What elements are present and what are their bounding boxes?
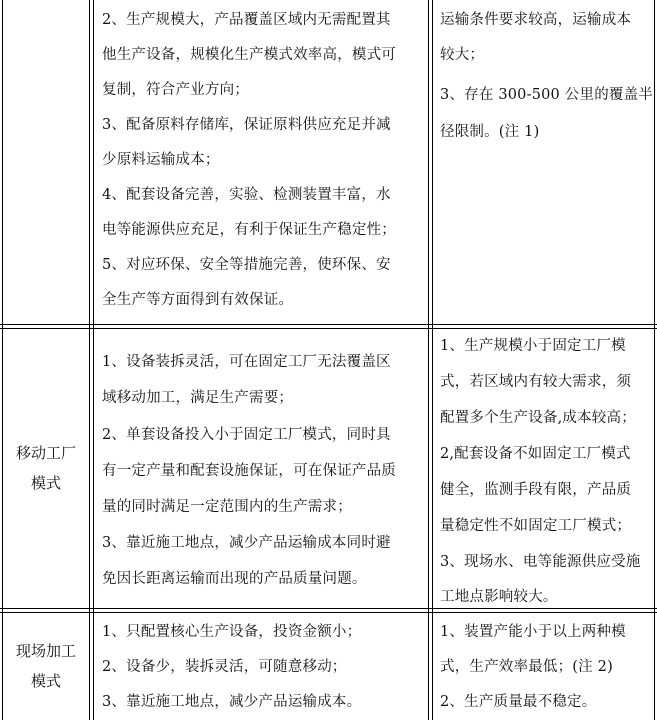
- disadvantage-line: 配置多个生产设备,成本较高；: [440, 410, 636, 426]
- disadvantage-line: 1、装置产能小于以上两种模: [440, 624, 626, 640]
- row-label-line: 现场加工: [15, 642, 76, 660]
- column-divider: [93, 0, 94, 720]
- advantage-line: 4、配套设备完善，实验、检测装置丰富，水: [102, 187, 391, 203]
- disadvantage-line: 1、生产规模小于固定工厂模: [440, 338, 626, 354]
- column-divider: [428, 0, 429, 720]
- row-label-line: 模式: [30, 474, 61, 492]
- advantage-line: 2、生产规模大，产品覆盖区域内无需配置其: [102, 12, 391, 28]
- row-divider: [0, 612, 657, 613]
- row-label-line: 模式: [30, 672, 61, 690]
- advantage-line: 免因长距离运输而出现的产品质量问题。: [102, 571, 367, 587]
- disadvantage-line: 工地点影响较大。: [440, 589, 558, 605]
- disadvantage-line: 3、现场水、电等能源供应受施: [440, 554, 641, 570]
- row-label: [3, 438, 89, 498]
- disadvantage-line: 健全，监测手段有限，产品质: [440, 482, 632, 498]
- advantage-line: 1、设备装拆灵活，可在固定工厂无法覆盖区: [102, 354, 391, 370]
- row-label-line: 移动工厂: [15, 444, 76, 462]
- advantage-line: 域移动加工，满足生产需要；: [102, 390, 294, 406]
- advantage-line: 2、设备少，装拆灵活，可随意移动；: [102, 659, 347, 675]
- advantage-line: 5、对应环保、安全等措施完善，使环保、安: [102, 257, 391, 273]
- column-divider: [2, 0, 3, 720]
- row-label: [3, 636, 89, 696]
- advantage-line: 量的同时满足一定范围内的生产需求；: [102, 499, 352, 515]
- advantage-line: 2、单套设备投入小于固定工厂模式，同时具: [102, 427, 391, 443]
- disadvantage-line: 式，若区域内有较大需求，须: [440, 374, 632, 390]
- row-divider: [0, 608, 657, 609]
- advantage-line: 1、只配置核心生产设备，投资金额小；: [102, 624, 362, 640]
- row-divider: [0, 328, 657, 329]
- disadvantage-line: 较大；: [440, 47, 485, 63]
- advantage-line: 电等能源供应充足，有利于保证生产稳定性；: [102, 222, 396, 238]
- advantage-line: 全生产等方面得到有效保证。: [102, 292, 294, 308]
- disadvantage-line: 径限制。(注 1): [440, 124, 540, 140]
- advantage-line: 复制，符合产业方向；: [102, 82, 249, 98]
- column-divider: [432, 0, 433, 720]
- advantage-line: 3、靠近施工地点，减少产品运输成本。: [102, 694, 362, 710]
- disadvantage-line: 3、存在 300-500 公里的覆盖半: [440, 87, 653, 103]
- disadvantage-line: 量稳定性不如固定工厂模式；: [440, 518, 632, 534]
- disadvantage-line: 运输条件要求较高，运输成本: [440, 12, 632, 28]
- advantage-line: 3、配备原料存储库，保证原料供应充足并减: [102, 117, 391, 133]
- disadvantage-line: 2、生产质量最不稳定。: [440, 694, 597, 710]
- advantage-line: 他生产设备，规模化生产模式效率高，模式可: [102, 47, 396, 63]
- column-divider: [654, 0, 655, 720]
- disadvantage-line: 2,配套设备不如固定工厂模式: [440, 446, 631, 462]
- advantage-line: 少原料运输成本；: [102, 152, 220, 168]
- advantage-line: 有一定产量和配套设施保证，可在保证产品质: [102, 463, 396, 479]
- disadvantage-line: 式，生产效率最低；(注 2): [440, 659, 613, 675]
- column-divider: [89, 0, 90, 720]
- advantage-line: 3、靠近施工地点，减少产品运输成本同时避: [102, 535, 391, 551]
- row-divider: [0, 324, 657, 325]
